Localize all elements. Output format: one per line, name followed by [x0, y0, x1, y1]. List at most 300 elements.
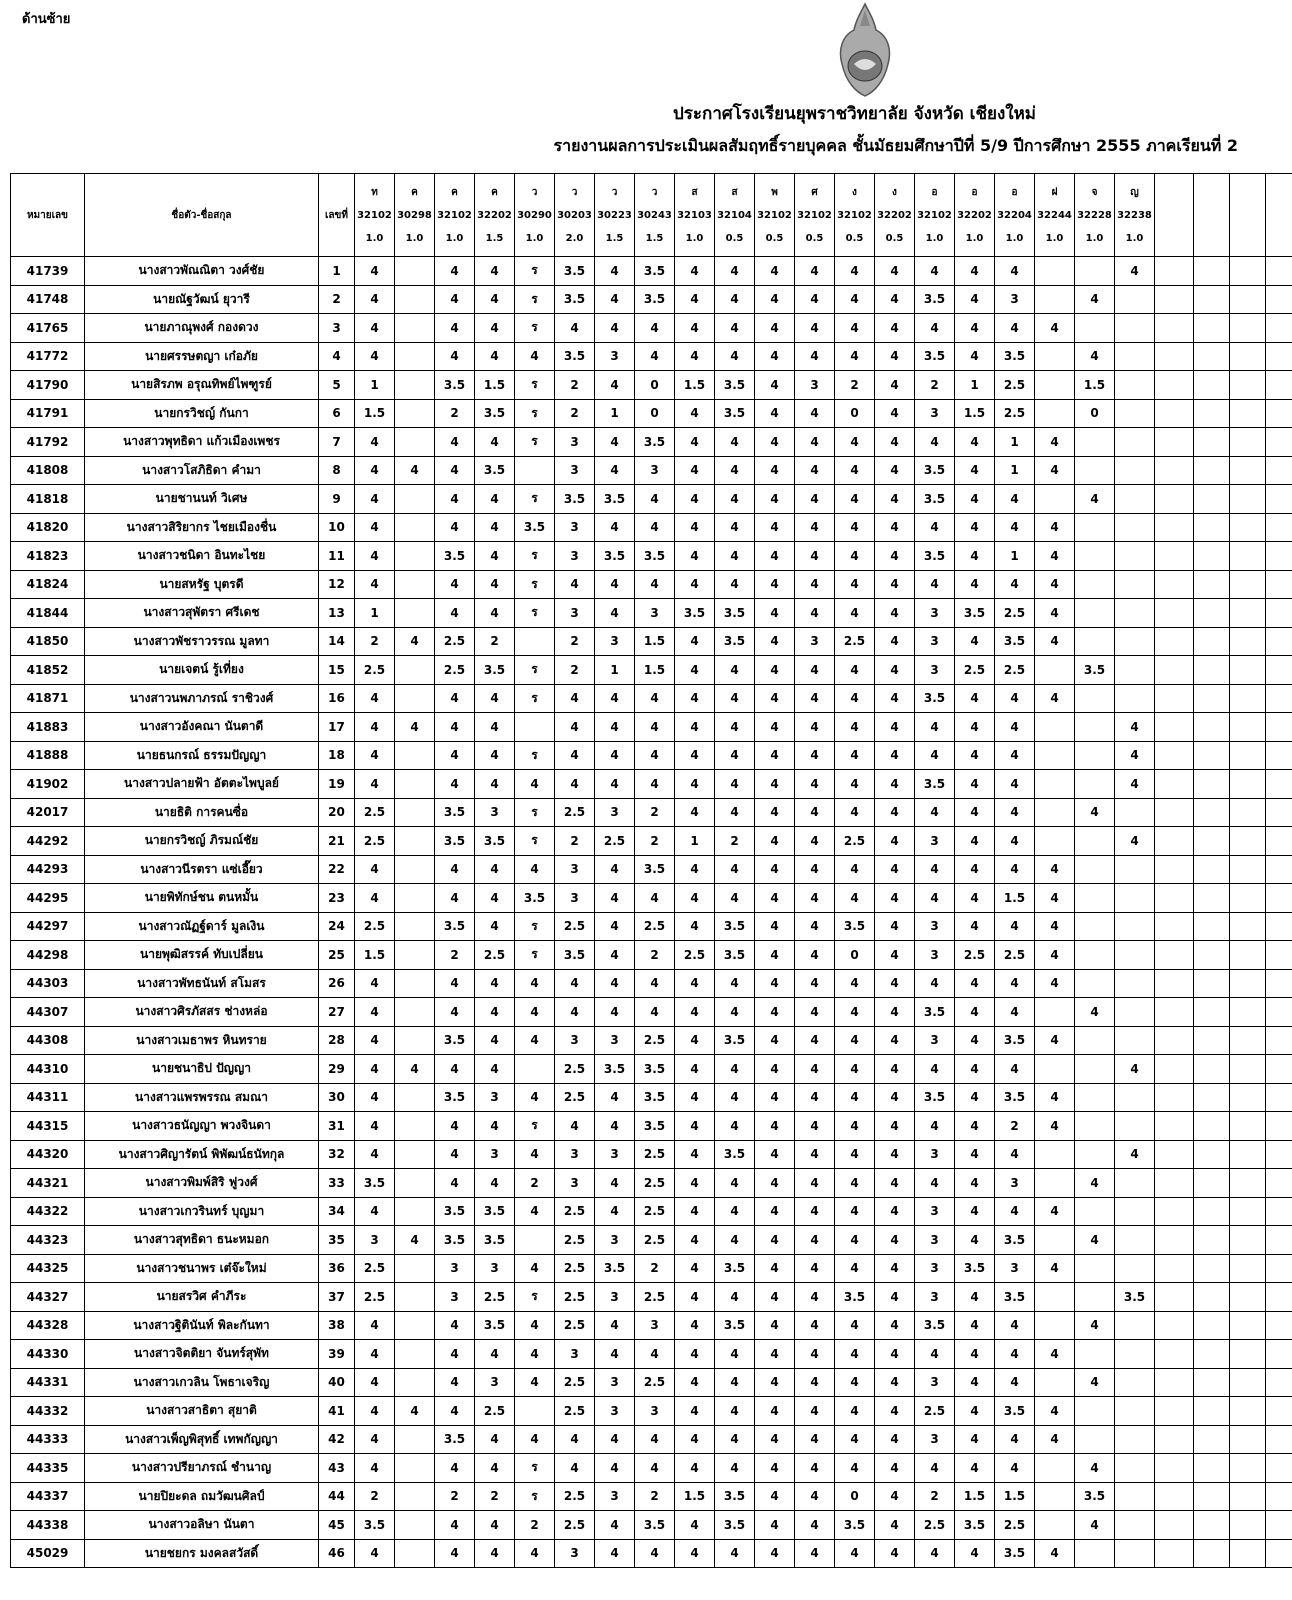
empty-cell [1266, 884, 1292, 913]
grade-cell: 4 [595, 257, 635, 286]
grade-cell: 3.5 [555, 485, 595, 514]
grade-cell: 4 [915, 969, 955, 998]
empty-cell [1194, 456, 1230, 485]
empty-cell [1230, 1169, 1266, 1198]
grade-cell: ร [515, 1112, 555, 1141]
grade-cell: 3 [915, 599, 955, 628]
grade-cell: 2 [555, 656, 595, 685]
table-row [11, 1169, 1292, 1198]
empty-cell [1230, 855, 1266, 884]
grade-cell: 4 [355, 342, 395, 371]
grade-cell: 4 [635, 342, 675, 371]
grade-cell: 3.5 [555, 257, 595, 286]
empty-cell [1266, 399, 1292, 428]
grade-cell: 4 [875, 798, 915, 827]
grade-cell: 2.5 [355, 912, 395, 941]
subject-credit: 1.0 [1045, 232, 1064, 244]
empty-cell [1194, 342, 1230, 371]
grade-cell: 4 [1075, 1169, 1115, 1198]
page-side-label: ด้านซ้าย [22, 12, 71, 27]
grade-cell [1115, 1482, 1155, 1511]
grade-cell: 3.5 [995, 627, 1035, 656]
subject-code: 32202 [957, 209, 992, 221]
grade-cell: 4 [875, 1425, 915, 1454]
student-id-cell: 41852 [11, 656, 85, 685]
empty-cell [1155, 1254, 1194, 1283]
grade-cell [1075, 570, 1115, 599]
grade-cell: 4 [715, 656, 755, 685]
grade-cell [1035, 741, 1075, 770]
grade-cell: 4 [795, 1112, 835, 1141]
student-name-cell: นายศรรษตญา เก๋อภัย [85, 342, 319, 371]
grade-cell: 4 [675, 770, 715, 799]
grade-cell: 4 [395, 1055, 435, 1084]
grade-cell: 4 [395, 713, 435, 742]
empty-cell [1230, 827, 1266, 856]
grade-cell [395, 314, 435, 343]
grade-cell [395, 827, 435, 856]
grade-cell: 4 [755, 713, 795, 742]
grade-cell [395, 798, 435, 827]
column-header-subject [755, 174, 795, 257]
grade-cell: 1.5 [675, 1482, 715, 1511]
grade-cell: 4 [675, 713, 715, 742]
grade-cell: 2.5 [635, 912, 675, 941]
grade-cell: 4 [835, 656, 875, 685]
column-header-subject [395, 174, 435, 257]
grade-cell: 2.5 [555, 798, 595, 827]
grade-cell: 4 [755, 998, 795, 1027]
empty-cell [1266, 285, 1292, 314]
grade-cell: 3.5 [635, 285, 675, 314]
student-name-cell: นางสาวนพภาภรณ์ ราชิวงศ์ [85, 684, 319, 713]
empty-cell [1230, 428, 1266, 457]
student-number-cell: 31 [319, 1112, 355, 1141]
grade-cell: 3 [915, 941, 955, 970]
empty-cell [1194, 741, 1230, 770]
student-id-cell: 41791 [11, 399, 85, 428]
empty-cell [1194, 1226, 1230, 1255]
empty-cell [1155, 399, 1194, 428]
grade-cell: 4 [995, 1368, 1035, 1397]
table-row [11, 342, 1292, 371]
grade-cell: 4 [435, 1055, 475, 1084]
student-id-cell: 44327 [11, 1283, 85, 1312]
grade-cell: 4 [755, 1340, 795, 1369]
grade-cell: 4 [635, 998, 675, 1027]
student-name-cell: นายภาณุพงศ์ กองดวง [85, 314, 319, 343]
grade-cell: 4 [475, 599, 515, 628]
grade-cell: 3.5 [515, 884, 555, 913]
grade-cell: 4 [835, 1311, 875, 1340]
grade-cell: 4 [715, 513, 755, 542]
grade-cell: 4 [595, 770, 635, 799]
empty-cell [1266, 1511, 1292, 1540]
empty-cell [1155, 1226, 1194, 1255]
grade-cell: 4 [795, 1197, 835, 1226]
grade-cell: 4 [435, 855, 475, 884]
subject-credit: 1.0 [685, 232, 704, 244]
grade-cell [1115, 1368, 1155, 1397]
grade-cell: 1 [995, 456, 1035, 485]
table-row [11, 1511, 1292, 1540]
student-name-cell: นางสาวศิญารัตน์ พิพัฒน์ธนัทกุล [85, 1140, 319, 1169]
grade-cell: 3 [595, 1368, 635, 1397]
grade-cell: 4 [595, 684, 635, 713]
empty-cell [1194, 371, 1230, 400]
grade-cell: 4 [715, 1197, 755, 1226]
grade-cell: 4 [675, 257, 715, 286]
student-name-cell: นางสาวเพ็ญพิสุทธิ์ เทพกัญญา [85, 1425, 319, 1454]
subject-group: ศ [811, 186, 818, 198]
grade-cell: 4 [795, 1425, 835, 1454]
grade-cell: 3 [435, 1283, 475, 1312]
grade-cell: 4 [435, 998, 475, 1027]
table-row [11, 798, 1292, 827]
table-row [11, 1254, 1292, 1283]
student-name-cell: นางสาวแพรพรรณ สมณา [85, 1083, 319, 1112]
grade-cell: 4 [475, 257, 515, 286]
grade-cell: 2.5 [595, 827, 635, 856]
grade-cell: 4 [875, 570, 915, 599]
empty-cell [1230, 998, 1266, 1027]
grade-cell: 4 [995, 513, 1035, 542]
student-id-cell: 41871 [11, 684, 85, 713]
empty-cell [1194, 656, 1230, 685]
grade-cell: 4 [875, 884, 915, 913]
grade-cell: 4 [795, 1283, 835, 1312]
grade-cell [1035, 1368, 1075, 1397]
grade-cell: 4 [755, 428, 795, 457]
empty-cell [1230, 1340, 1266, 1369]
grade-cell: 4 [875, 1169, 915, 1198]
grade-cell: 4 [755, 599, 795, 628]
grade-cell: 4 [355, 1112, 395, 1141]
grade-cell [1035, 770, 1075, 799]
grade-cell: 4 [875, 1197, 915, 1226]
subject-group: ส [731, 186, 738, 198]
student-name-cell: นางสาวณัฏฐ์ดาร์ มูลเงิน [85, 912, 319, 941]
grade-cell: 4 [1115, 770, 1155, 799]
grade-cell [395, 1311, 435, 1340]
empty-cell [1266, 342, 1292, 371]
grade-cell: 3.5 [355, 1511, 395, 1540]
grade-cell: 4 [475, 1026, 515, 1055]
subject-credit: 1.0 [525, 232, 544, 244]
empty-cell [1230, 599, 1266, 628]
table-row [11, 969, 1292, 998]
grade-cell [1075, 855, 1115, 884]
student-name-cell: นางสาวโสภิธิดา คำมา [85, 456, 319, 485]
grade-cell: ร [515, 827, 555, 856]
grade-cell: 4 [475, 1169, 515, 1198]
column-header-subject [795, 174, 835, 257]
grade-cell: 2.5 [555, 1397, 595, 1426]
grade-cell: 4 [715, 257, 755, 286]
grade-cell: 4 [875, 399, 915, 428]
grade-cell [1115, 371, 1155, 400]
grade-cell: 2.5 [995, 941, 1035, 970]
column-header-id: หมายเลข [11, 174, 85, 257]
column-header-subject [915, 174, 955, 257]
grade-cell: 3.5 [715, 599, 755, 628]
grade-cell: 3.5 [475, 1311, 515, 1340]
empty-cell [1194, 941, 1230, 970]
grade-cell: 2.5 [475, 1397, 515, 1426]
student-name-cell: นางสาวฐิตินันท์ พิละกันทา [85, 1311, 319, 1340]
empty-column-header [1194, 174, 1230, 257]
grade-cell [1075, 1140, 1115, 1169]
student-number-cell: 29 [319, 1055, 355, 1084]
grade-cell: 4 [955, 1226, 995, 1255]
grade-cell: 4 [1115, 741, 1155, 770]
empty-cell [1155, 684, 1194, 713]
table-row [11, 513, 1292, 542]
grade-cell [515, 627, 555, 656]
grade-cell: 3.5 [715, 912, 755, 941]
grade-cell: 4 [835, 1340, 875, 1369]
student-name-cell: นางสาวสุทธิดา ธนะหมอก [85, 1226, 319, 1255]
empty-cell [1194, 1283, 1230, 1312]
empty-cell [1155, 969, 1194, 998]
empty-cell [1194, 314, 1230, 343]
grade-cell: 3.5 [595, 1055, 635, 1084]
grade-cell: 2 [635, 941, 675, 970]
grade-cell: 4 [835, 456, 875, 485]
grade-cell [1115, 1169, 1155, 1198]
grade-cell: 4 [795, 684, 835, 713]
grade-cell: 4 [355, 1026, 395, 1055]
student-id-cell: 44335 [11, 1454, 85, 1483]
student-id-cell: 41888 [11, 741, 85, 770]
grade-cell: 3 [915, 1283, 955, 1312]
empty-cell [1194, 570, 1230, 599]
grade-cell: 3.5 [635, 542, 675, 571]
grade-cell: 4 [1035, 1197, 1075, 1226]
student-id-cell: 44321 [11, 1169, 85, 1198]
student-name-cell: นายชานนท์ วิเศษ [85, 485, 319, 514]
empty-cell [1194, 998, 1230, 1027]
grade-cell [395, 1026, 435, 1055]
grade-cell: 2.5 [435, 656, 475, 685]
empty-cell [1155, 599, 1194, 628]
grade-cell: 4 [875, 1368, 915, 1397]
grade-cell: 4 [675, 969, 715, 998]
grade-cell: 4 [515, 1026, 555, 1055]
grade-cell: 4 [1035, 1254, 1075, 1283]
grade-cell [1075, 1425, 1115, 1454]
empty-cell [1194, 1397, 1230, 1426]
grade-cell [515, 1397, 555, 1426]
grade-cell: 3.5 [915, 285, 955, 314]
grade-cell: 4 [475, 1511, 515, 1540]
student-name-cell: นางสาวสิริยากร ไชยเมืองชื่น [85, 513, 319, 542]
grade-cell [395, 770, 435, 799]
grade-cell: 4 [835, 1539, 875, 1568]
grade-cell: 4 [435, 1454, 475, 1483]
grade-cell [1075, 314, 1115, 343]
grade-cell: 2.5 [355, 1283, 395, 1312]
grade-cell: 4 [355, 1197, 395, 1226]
grade-cell: 4 [835, 1026, 875, 1055]
grade-cell [395, 1539, 435, 1568]
grade-cell [1035, 1454, 1075, 1483]
grade-cell: 4 [715, 485, 755, 514]
grade-cell: 4 [1115, 713, 1155, 742]
subject-credit: 2.0 [565, 232, 584, 244]
grade-cell: 4 [475, 285, 515, 314]
grade-cell: ร [515, 1283, 555, 1312]
student-id-cell: 44298 [11, 941, 85, 970]
grade-cell: 3.5 [635, 855, 675, 884]
grade-cell: 4 [475, 513, 515, 542]
grade-cell: 4 [435, 342, 475, 371]
grade-cell [1115, 542, 1155, 571]
grade-cell: ร [515, 741, 555, 770]
student-number-cell: 45 [319, 1511, 355, 1540]
grade-cell: 4 [955, 1026, 995, 1055]
grade-cell: 4 [715, 1169, 755, 1198]
grade-cell: 4 [875, 1254, 915, 1283]
grade-cell: 3 [595, 342, 635, 371]
grade-cell: 4 [595, 884, 635, 913]
grade-cell: 3 [995, 1254, 1035, 1283]
empty-cell [1155, 1368, 1194, 1397]
grade-cell: 4 [555, 770, 595, 799]
grade-cell: 2 [635, 1254, 675, 1283]
grade-cell [395, 855, 435, 884]
empty-cell [1155, 1539, 1194, 1568]
empty-cell [1230, 257, 1266, 286]
subject-code: 32102 [797, 209, 832, 221]
grade-cell: 3 [555, 513, 595, 542]
grade-cell: 3.5 [475, 1226, 515, 1255]
student-number-cell: 38 [319, 1311, 355, 1340]
grade-cell: 3 [635, 456, 675, 485]
grade-cell: 4 [555, 684, 595, 713]
student-id-cell: 44328 [11, 1311, 85, 1340]
subject-group: อ [1011, 186, 1018, 198]
grade-cell: 4 [875, 257, 915, 286]
grade-cell: 4 [555, 570, 595, 599]
grade-cell: 4 [795, 656, 835, 685]
student-number-cell: 14 [319, 627, 355, 656]
grade-cell: 4 [875, 1340, 915, 1369]
grade-cell: 4 [1035, 1026, 1075, 1055]
grade-cell: 4 [795, 998, 835, 1027]
grade-cell: 4 [875, 1539, 915, 1568]
grade-cell: 4 [1075, 1454, 1115, 1483]
table-row [11, 314, 1292, 343]
empty-cell [1266, 599, 1292, 628]
grade-cell: 3 [595, 1140, 635, 1169]
grade-cell: 2.5 [635, 1368, 675, 1397]
grade-cell: 4 [675, 1340, 715, 1369]
grade-cell: 3 [475, 1140, 515, 1169]
grade-cell: ร [515, 1454, 555, 1483]
empty-cell [1194, 770, 1230, 799]
grade-cell: 3 [475, 798, 515, 827]
student-number-cell: 1 [319, 257, 355, 286]
grade-cell: 4 [875, 542, 915, 571]
grade-cell: 3.5 [435, 798, 475, 827]
grade-cell [1035, 399, 1075, 428]
grade-cell: 4 [435, 456, 475, 485]
empty-cell [1230, 656, 1266, 685]
grade-cell [1075, 884, 1115, 913]
grade-cell: 4 [955, 713, 995, 742]
empty-cell [1155, 941, 1194, 970]
grade-cell: 4 [355, 998, 395, 1027]
grade-cell [1075, 542, 1115, 571]
grade-cell [1075, 513, 1115, 542]
grade-cell: 2 [435, 399, 475, 428]
student-number-cell: 44 [319, 1482, 355, 1511]
empty-cell [1194, 542, 1230, 571]
grade-cell: 2.5 [955, 941, 995, 970]
grade-cell: 4 [875, 1055, 915, 1084]
grade-cell: 4 [355, 428, 395, 457]
grade-cell [395, 1083, 435, 1112]
grade-cell: 4 [875, 513, 915, 542]
grade-cell: 2 [835, 371, 875, 400]
grade-cell: 4 [635, 485, 675, 514]
grade-cell: 3.5 [635, 1112, 675, 1141]
empty-cell [1230, 884, 1266, 913]
grade-cell: 4 [435, 1539, 475, 1568]
grade-cell: 4 [675, 741, 715, 770]
grade-cell: 4 [1115, 257, 1155, 286]
grade-cell [395, 399, 435, 428]
grade-cell: 1.5 [955, 1482, 995, 1511]
empty-cell [1230, 798, 1266, 827]
grade-cell: 3.5 [555, 342, 595, 371]
grade-cell: 1.5 [995, 1482, 1035, 1511]
table-row [11, 713, 1292, 742]
grade-cell: 4 [835, 513, 875, 542]
subject-group: ญ [1130, 186, 1139, 198]
subject-group: ว [531, 186, 538, 198]
grade-cell: 4 [555, 741, 595, 770]
grade-cell: 2.5 [635, 1140, 675, 1169]
grade-cell [1075, 1283, 1115, 1312]
grade-cell: 4 [435, 1511, 475, 1540]
grade-cell: 4 [515, 1340, 555, 1369]
student-number-cell: 46 [319, 1539, 355, 1568]
empty-cell [1194, 1511, 1230, 1540]
grade-cell: 2.5 [555, 1055, 595, 1084]
column-header-subject [675, 174, 715, 257]
empty-cell [1230, 741, 1266, 770]
grade-cell: 4 [795, 456, 835, 485]
grade-cell: 3 [995, 1169, 1035, 1198]
grade-cell [1075, 770, 1115, 799]
student-number-cell: 10 [319, 513, 355, 542]
grade-cell: 4 [755, 285, 795, 314]
empty-cell [1194, 855, 1230, 884]
grade-cell: 3.5 [475, 656, 515, 685]
empty-cell [1194, 1254, 1230, 1283]
empty-cell [1266, 1539, 1292, 1568]
grade-cell: 4 [355, 1340, 395, 1369]
grade-cell: 4 [595, 1340, 635, 1369]
grade-cell: 4 [355, 1140, 395, 1169]
student-id-cell: 44331 [11, 1368, 85, 1397]
school-emblem-icon [834, 2, 896, 98]
grade-cell [1115, 1397, 1155, 1426]
column-header-subject [955, 174, 995, 257]
grade-cell [1115, 627, 1155, 656]
